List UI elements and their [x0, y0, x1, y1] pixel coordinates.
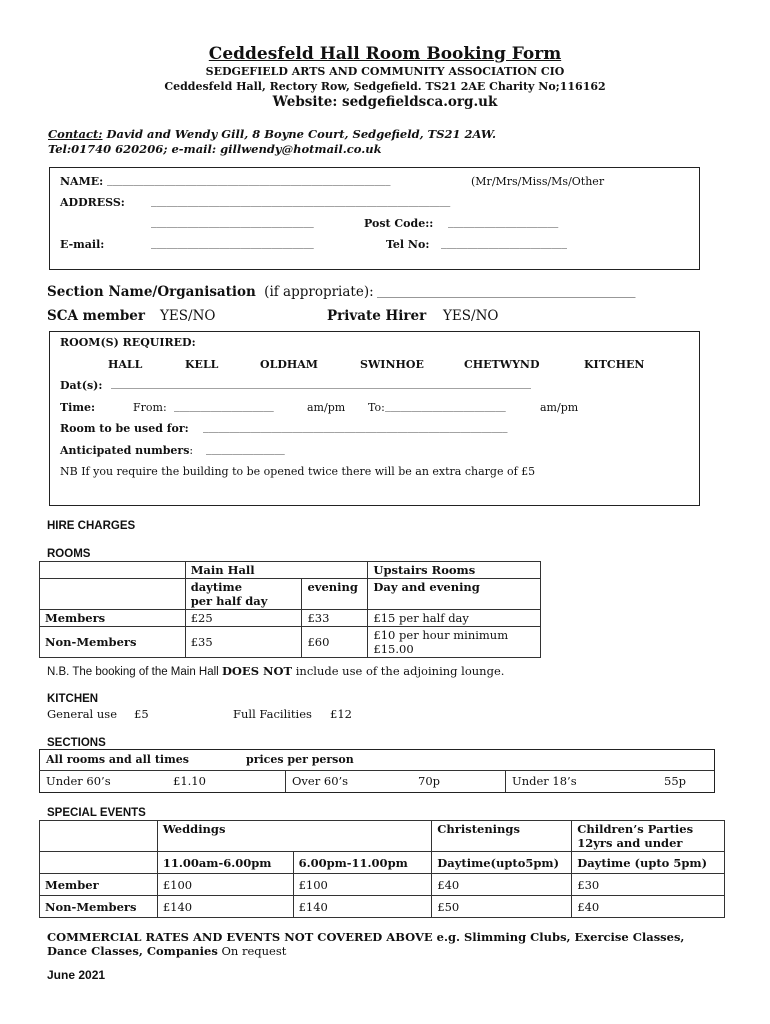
contact-tel-email: Tel:01740 620206; e-mail: gillwendy@hotmail.co.uk	[48, 142, 382, 156]
dates-label: Dat(s):	[60, 379, 103, 392]
contact-text: David and Wendy Gill, 8 Boyne Court, Sedgefield, TS21 2AW.	[102, 127, 496, 141]
from-label: From:	[133, 401, 167, 414]
table-cell: £30	[572, 874, 725, 896]
address-label: ADDRESS:	[60, 196, 125, 209]
section-org-label: Section Name/Organisation	[47, 284, 256, 300]
row-label: Members	[40, 610, 186, 627]
main-hall-header: Main Hall	[185, 562, 368, 579]
table-cell: £35	[185, 627, 302, 658]
dates-field[interactable]: ____________________________________________________________________________________	[111, 378, 531, 389]
under-60-label: Under 60’s	[46, 774, 111, 788]
table-cell: £140	[293, 896, 432, 918]
table-cell	[40, 821, 158, 852]
upstairs-header: Upstairs Rooms	[368, 562, 541, 579]
time-label: Time:	[60, 401, 96, 414]
under-60-price: £1.10	[173, 774, 206, 788]
sections-heading: SECTIONS	[47, 737, 106, 749]
under-18-label: Under 18’s	[512, 774, 577, 788]
numbers-colon: :	[189, 444, 194, 457]
room-option-kell[interactable]: KELL	[185, 358, 219, 371]
page-title: Ceddesfeld Hall Room Booking Form	[208, 44, 562, 64]
org-address: Ceddesfeld Hall, Rectory Row, Sedgefield. TS21 2AE Charity No;116162	[164, 80, 606, 93]
slot-header: 11.00am-6.00pm	[157, 852, 293, 874]
table-cell: £25	[185, 610, 302, 627]
tel-label: Tel No:	[386, 238, 430, 251]
note-suffix: include use of the adjoining lounge.	[292, 664, 505, 678]
room-option-swinhoe[interactable]: SWINHOE	[360, 358, 424, 371]
contact-label: Contact:	[48, 127, 103, 141]
sections-divider-v1	[285, 770, 286, 792]
section-org-note: (if appropriate):	[264, 284, 374, 300]
note-prefix: N.B. The booking of the Main Hall	[47, 666, 222, 678]
kitchen-general-price: £5	[134, 707, 149, 721]
hire-charges-heading: HIRE CHARGES	[47, 520, 136, 532]
website: Website: sedgefieldsca.org.uk	[272, 94, 498, 110]
slot-header: 6.00pm-11.00pm	[293, 852, 432, 874]
kitchen-general-label: General use	[47, 707, 118, 721]
table-cell: £40	[432, 874, 572, 896]
special-events-table	[39, 820, 725, 918]
childrens-parties-header	[572, 821, 725, 852]
table-cell	[368, 627, 541, 658]
private-hirer-value[interactable]: YES/NO	[443, 308, 499, 324]
to-label: To:	[368, 401, 385, 414]
tel-field[interactable]: ________________________	[441, 237, 567, 249]
to-ampm: am/pm	[540, 401, 579, 414]
special-events-heading: SPECIAL EVENTS	[47, 807, 146, 819]
childrens-line-1: Children’s Parties	[577, 822, 694, 836]
table-cell: £50	[432, 896, 572, 918]
from-ampm: am/pm	[307, 401, 346, 414]
over-60-price: 70p	[418, 774, 440, 788]
name-field[interactable]: ______________________________________________________	[107, 174, 391, 186]
table-row	[40, 627, 541, 658]
row-label: Non-Members	[40, 627, 186, 658]
title-options: (Mr/Mrs/Miss/Ms/Other	[471, 175, 605, 188]
row-label: Member	[40, 874, 158, 896]
childrens-line-2: 12yrs and under	[577, 836, 683, 850]
postcode-field[interactable]: _____________________	[448, 216, 559, 228]
row-label: Non-Members	[40, 896, 158, 918]
room-option-hall[interactable]: HALL	[108, 358, 143, 371]
org-name: SEDGEFIELD ARTS AND COMMUNITY ASSOCIATION CIO	[205, 65, 565, 78]
rooms-heading: ROOMS	[47, 548, 91, 560]
table-cell: £100	[293, 874, 432, 896]
upstairs-rate-line-1: £10 per hour minimum	[373, 628, 509, 642]
from-field[interactable]: ___________________	[174, 400, 274, 412]
kitchen-full-price: £12	[330, 707, 352, 721]
numbers-field[interactable]: _______________	[206, 443, 285, 455]
daytime-line-1: daytime	[190, 580, 243, 594]
christenings-header: Christenings	[432, 821, 572, 852]
commercial-bold: Dance Classes, Companies	[47, 944, 218, 958]
table-cell: £15 per half day	[368, 610, 541, 627]
table-cell: £60	[302, 627, 368, 658]
table-cell	[40, 579, 186, 610]
to-field[interactable]: _______________________	[385, 400, 506, 412]
table-cell: £33	[302, 610, 368, 627]
room-option-oldham[interactable]: OLDHAM	[260, 358, 318, 371]
sections-divider-v2	[505, 770, 506, 792]
main-hall-note	[47, 664, 504, 678]
email-label: E-mail:	[60, 238, 105, 251]
room-use-field[interactable]: __________________________________________________________	[203, 421, 508, 433]
commercial-line-1: COMMERCIAL RATES AND EVENTS NOT COVERED ABOVE e.g. Slimming Clubs, Exercise Classes,	[47, 930, 685, 944]
private-hirer-label: Private Hirer	[327, 308, 427, 324]
day-evening-header: Day and evening	[368, 579, 541, 610]
slot-header: Daytime(upto5pm)	[432, 852, 572, 874]
table-cell: £40	[572, 896, 725, 918]
table-row	[40, 874, 725, 896]
address-field-2[interactable]: _______________________________	[151, 216, 314, 228]
table-cell: £100	[157, 874, 293, 896]
note-bold: DOES NOT	[221, 664, 293, 678]
slot-header: Daytime (upto 5pm)	[572, 852, 725, 874]
reopen-charge-note: NB If you require the building to be opened twice there will be an extra charge of £5	[60, 465, 536, 478]
sections-divider-h	[39, 770, 714, 771]
room-use-label: Room to be used for:	[60, 422, 189, 435]
evening-header: evening	[302, 579, 368, 610]
daytime-line-2: per half day	[190, 594, 268, 608]
address-field-1[interactable]: _________________________________________________________	[151, 195, 451, 207]
under-18-price: 55p	[664, 774, 686, 788]
upstairs-rate-line-2: £15.00	[373, 642, 414, 656]
room-charges-table	[39, 561, 541, 658]
room-option-kitchen[interactable]: KITCHEN	[584, 358, 645, 371]
over-60-label: Over 60’s	[292, 774, 349, 788]
footer-date: June 2021	[47, 968, 106, 982]
sca-member-value[interactable]: YES/NO	[160, 308, 216, 324]
kitchen-full-label: Full Facilities	[233, 707, 312, 721]
table-cell	[40, 852, 158, 874]
postcode-label: Post Code::	[364, 217, 434, 230]
sca-member-label: SCA member	[47, 308, 145, 324]
rooms-required-heading: ROOM(S) REQUIRED:	[60, 336, 196, 349]
table-row	[40, 896, 725, 918]
numbers-row	[60, 444, 193, 457]
name-label: NAME:	[60, 175, 104, 188]
weddings-header: Weddings	[157, 821, 431, 852]
sections-header-right: prices per person	[246, 753, 354, 766]
contact-line	[48, 127, 496, 141]
commercial-rest: On request	[217, 944, 287, 958]
section-org-row	[47, 284, 374, 300]
daytime-header	[185, 579, 302, 610]
sections-header-left: All rooms and all times	[46, 753, 189, 766]
commercial-line-2	[47, 944, 286, 958]
table-cell	[40, 562, 186, 579]
room-option-chetwynd[interactable]: CHETWYND	[464, 358, 540, 371]
table-cell: £140	[157, 896, 293, 918]
numbers-label: Anticipated numbers	[60, 444, 190, 457]
email-field[interactable]: _______________________________	[151, 237, 314, 249]
kitchen-heading: KITCHEN	[47, 693, 99, 705]
section-org-field[interactable]: _______________________________________________	[377, 285, 636, 298]
table-row	[40, 610, 541, 627]
